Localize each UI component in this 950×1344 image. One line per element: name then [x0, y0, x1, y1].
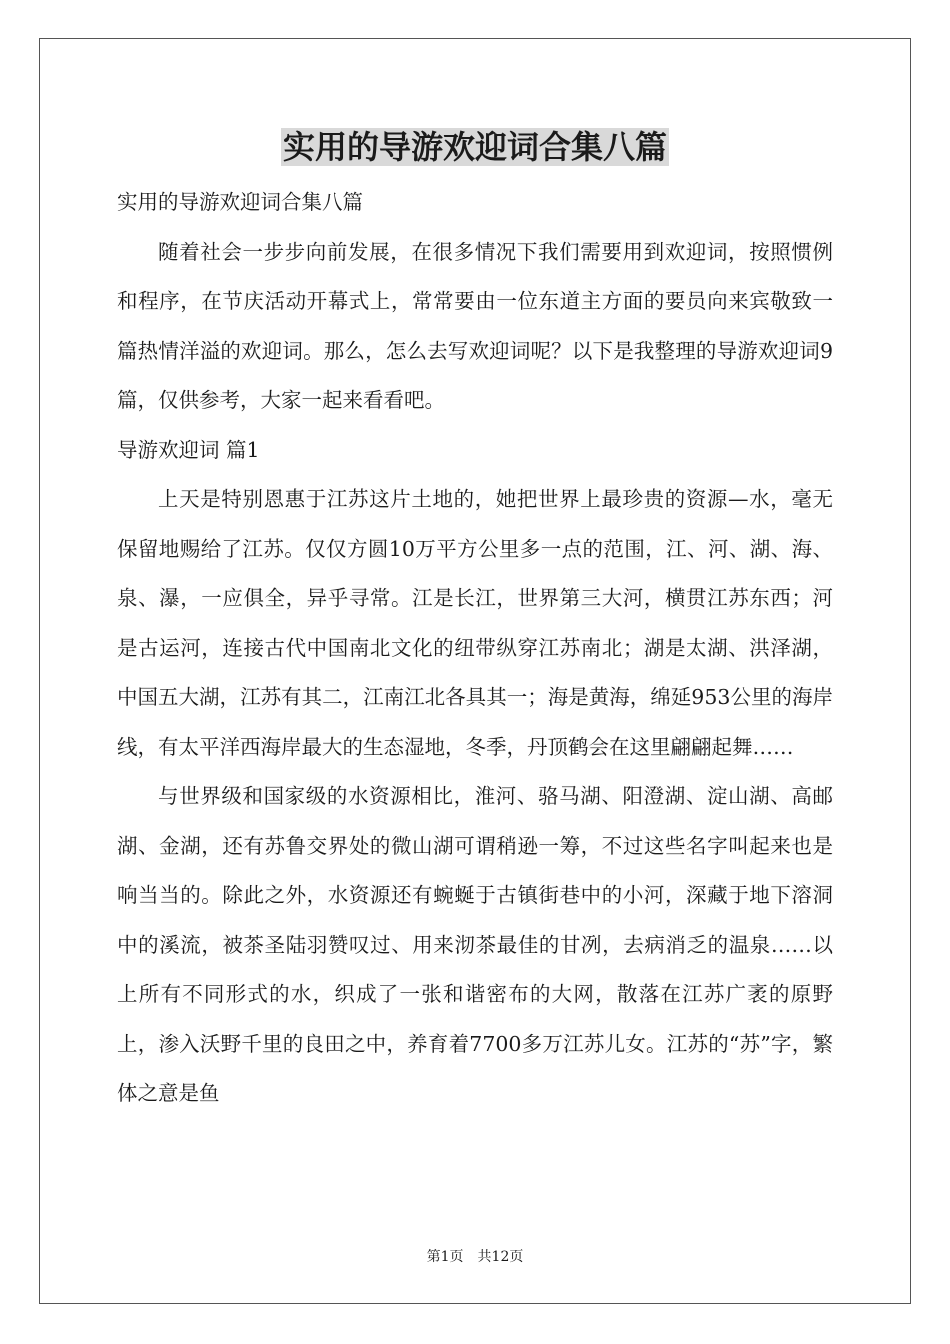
- page-footer: [0, 1247, 950, 1267]
- body-paragraph: 上天是特别恩惠于江苏这片土地的，她把世界上最珍贵的资源—水，毫无保留地赐给了江苏。仅仅方圆10万平方公里多一点的范围，江、河、湖、海、泉、瀑，一应俱全，异乎寻常。江是长江，世界第三大河，横贯江苏东西；河是古运河，连接古代中国南北文化的纽带纵穿江苏南北；湖是太湖、洪泽湖，中国五大湖，江苏有其二，江南江北各具其一；海是黄海，绵延953公里的海岸线，有太平洋西海岸最大的生态湿地，冬季，丹顶鹤会在这里翩翩起舞……: [117, 487, 833, 759]
- page-number: 第1页: [426, 1249, 464, 1265]
- document-title: [0, 125, 950, 169]
- intro-paragraph: 随着社会一步步向前发展，在很多情况下我们需要用到欢迎词，按照惯例和程序，在节庆活动开幕式上，常常要由一位东道主方面的要员向来宾敬致一篇热情洋溢的欢迎词。那么，怎么去写欢迎词呢？以下是我整理的导游欢迎词9篇，仅供参考，大家一起来看看吧。: [117, 239, 833, 412]
- document-body: [117, 178, 833, 1119]
- body-paragraph: 与世界级和国家级的水资源相比，淮河、骆马湖、阳澄湖、淀山湖、高邮湖、金湖，还有苏鲁交界处的微山湖可谓稍逊一筹，不过这些名字叫起来也是响当当的。除此之外，水资源还有蜿蜒于古镇街巷中的小河，深藏于地下溶洞中的溪流，被茶圣陆羽赞叹过、用来沏茶最佳的甘冽，去病消乏的温泉……以上所有不同形式的水，织成了一张和谐密布的大网，散落在江苏广袤的原野上，渗入沃野千里的良田之中，养育着7700多万江苏儿女。江苏的“苏”字，繁体之意是鱼: [117, 784, 833, 1105]
- document-title-text: 实用的导游欢迎词合集八篇: [282, 128, 667, 166]
- section-heading: 导游欢迎词 篇1: [117, 437, 260, 462]
- document-subtitle: 实用的导游欢迎词合集八篇: [117, 190, 363, 214]
- page-total: 共12页: [477, 1249, 524, 1265]
